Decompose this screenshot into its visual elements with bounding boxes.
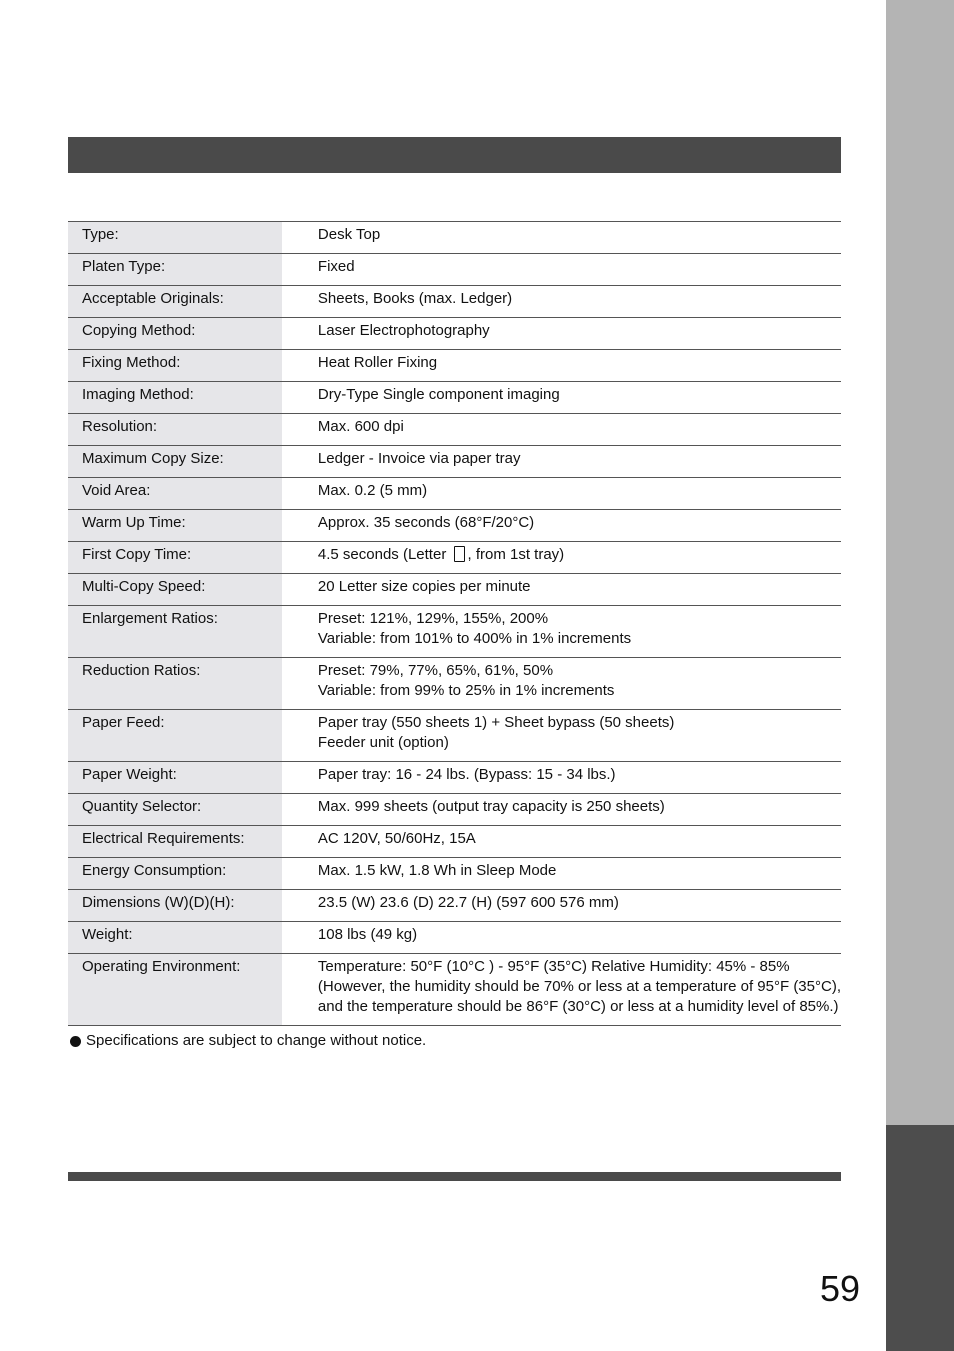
spec-value — [282, 762, 841, 794]
spec-value-line: Max. 1.5 kW, 1.8 Wh in Sleep Mode — [317, 862, 557, 879]
footer-rule — [68, 1172, 841, 1181]
spec-label: Electrical Requirements: — [68, 826, 282, 858]
spec-value-line: Max. 600 dpi — [317, 418, 404, 435]
spec-value-line: 23.5 (W) 23.6 (D) 22.7 (H) (597 600 576 mm) — [317, 894, 619, 911]
paper-portrait-icon — [454, 546, 465, 562]
spec-row — [68, 890, 841, 922]
spec-value-line: Temperature: 50°F (10°C ) - 95°F (35°C) Relative Humidity: 45% - 85% — [317, 958, 790, 975]
spec-value-line: Feeder unit (option) — [317, 734, 449, 751]
spec-label: Reduction Ratios: — [68, 658, 282, 710]
spec-value — [282, 510, 841, 542]
spec-label: Paper Weight: — [68, 762, 282, 794]
spec-row — [68, 922, 841, 954]
spec-row — [68, 826, 841, 858]
spec-label: Type: — [68, 222, 282, 254]
spec-value-text: 4.5 seconds (Letter — [317, 546, 451, 563]
spec-value — [282, 922, 841, 954]
spec-value-line: Sheets, Books (max. Ledger) — [317, 290, 513, 307]
spec-value — [282, 606, 841, 658]
spec-value — [282, 382, 841, 414]
spec-value — [282, 222, 841, 254]
spec-label: Quantity Selector: — [68, 794, 282, 826]
spec-value — [282, 890, 841, 922]
spec-value-line: Variable: from 101% to 400% in 1% increments — [317, 630, 632, 647]
spec-row — [68, 254, 841, 286]
spec-label: First Copy Time: — [68, 542, 282, 574]
spec-row — [68, 762, 841, 794]
spec-value-line: Ledger - Invoice via paper tray — [317, 450, 521, 467]
spec-row — [68, 478, 841, 510]
spec-row — [68, 350, 841, 382]
spec-value-line: Approx. 35 seconds (68°F/20°C) — [317, 514, 535, 531]
side-tab-upper — [886, 0, 954, 1125]
side-tab-lower — [886, 1125, 954, 1351]
spec-label: Copying Method: — [68, 318, 282, 350]
spec-row — [68, 222, 841, 254]
spec-value-line: Dry-Type Single component imaging — [317, 386, 560, 403]
footnote — [70, 1031, 426, 1051]
spec-label: Energy Consumption: — [68, 858, 282, 890]
spec-label: Fixing Method: — [68, 350, 282, 382]
spec-value — [282, 350, 841, 382]
spec-value-text: , from 1st tray) — [467, 546, 565, 563]
spec-label: Acceptable Originals: — [68, 286, 282, 318]
spec-value — [282, 542, 841, 574]
spec-value-line: Preset: 79%, 77%, 65%, 61%, 50% — [317, 662, 554, 679]
spec-row — [68, 414, 841, 446]
spec-row — [68, 954, 841, 1026]
spec-value — [282, 710, 841, 762]
section-header-bar — [68, 137, 841, 173]
spec-label: Weight: — [68, 922, 282, 954]
spec-label: Paper Feed: — [68, 710, 282, 762]
spec-value — [282, 254, 841, 286]
spec-label: Void Area: — [68, 478, 282, 510]
spec-label: Resolution: — [68, 414, 282, 446]
spec-value — [282, 794, 841, 826]
spec-value-line: 20 Letter size copies per minute — [317, 578, 531, 595]
spec-value-line: 108 lbs (49 kg) — [317, 926, 418, 943]
spec-label: Maximum Copy Size: — [68, 446, 282, 478]
spec-value-line: Heat Roller Fixing — [317, 354, 438, 371]
spec-row — [68, 286, 841, 318]
spec-row — [68, 794, 841, 826]
footnote-text: Specifications are subject to change without notice. — [86, 1032, 427, 1049]
spec-label: Imaging Method: — [68, 382, 282, 414]
spec-row — [68, 542, 841, 574]
spec-row — [68, 858, 841, 890]
spec-label: Multi-Copy Speed: — [68, 574, 282, 606]
spec-row — [68, 510, 841, 542]
spec-value — [282, 286, 841, 318]
spec-value-line: and the temperature should be 86°F (30°C) or less at a humidity level of 85%.) — [317, 998, 839, 1015]
spec-value-line: Paper tray: 16 - 24 lbs. (Bypass: 15 - 34 lbs.) — [317, 766, 616, 783]
spec-row — [68, 658, 841, 710]
spec-value-line: Max. 0.2 (5 mm) — [317, 482, 428, 499]
spec-label: Dimensions (W)(D)(H): — [68, 890, 282, 922]
spec-value — [282, 414, 841, 446]
spec-value — [282, 574, 841, 606]
spec-value-line: (However, the humidity should be 70% or less at a temperature of 95°F (35°C), — [317, 978, 841, 995]
spec-label: Warm Up Time: — [68, 510, 282, 542]
spec-row — [68, 318, 841, 350]
spec-value — [282, 954, 841, 1026]
spec-value — [282, 658, 841, 710]
spec-label: Operating Environment: — [68, 954, 282, 1026]
spec-value — [282, 318, 841, 350]
spec-value-line: Desk Top — [317, 226, 381, 243]
spec-value-line: Preset: 121%, 129%, 155%, 200% — [317, 610, 549, 627]
specifications-table — [68, 221, 841, 1026]
spec-value — [282, 478, 841, 510]
page-number: 59 — [820, 1268, 861, 1309]
spec-label: Platen Type: — [68, 254, 282, 286]
spec-row — [68, 710, 841, 762]
spec-value-line: Max. 999 sheets (output tray capacity is 250 sheets) — [317, 798, 665, 815]
spec-value — [282, 446, 841, 478]
spec-value-line: Variable: from 99% to 25% in 1% increments — [317, 682, 615, 699]
spec-row — [68, 574, 841, 606]
spec-value-line: Fixed — [317, 258, 355, 275]
spec-value-line: Paper tray (550 sheets 1) + Sheet bypass (50 sheets) — [317, 714, 675, 731]
spec-label: Enlargement Ratios: — [68, 606, 282, 658]
spec-row — [68, 446, 841, 478]
spec-value-line: AC 120V, 50/60Hz, 15A — [317, 830, 476, 847]
bullet-icon — [70, 1036, 81, 1047]
spec-row — [68, 606, 841, 658]
spec-row — [68, 382, 841, 414]
spec-value — [282, 826, 841, 858]
spec-value-line: Laser Electrophotography — [317, 322, 490, 339]
spec-value — [282, 858, 841, 890]
